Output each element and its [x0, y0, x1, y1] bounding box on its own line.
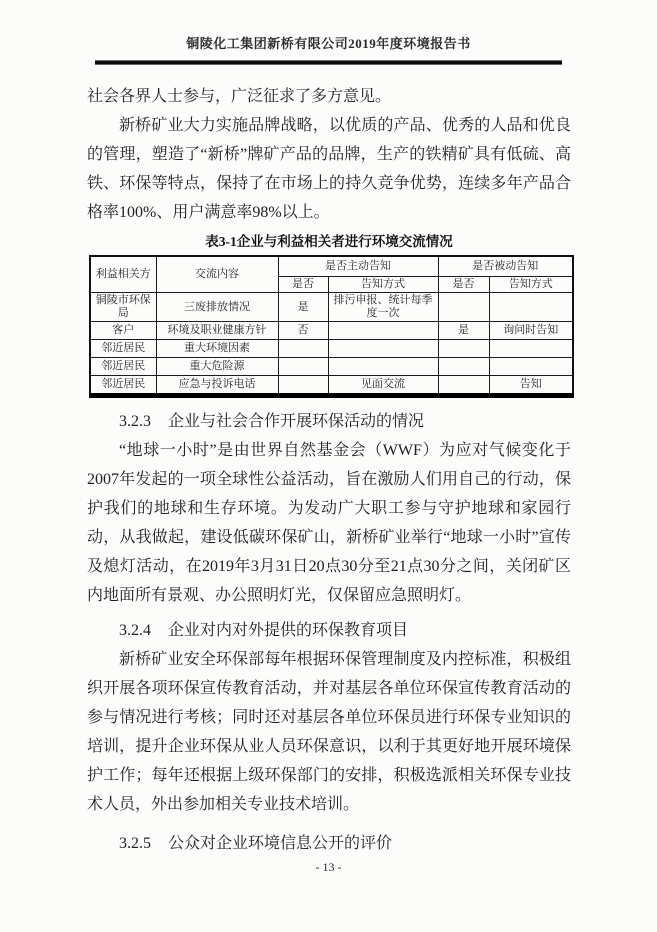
- table-cell: 否: [278, 322, 328, 340]
- page-number: - 13 -: [315, 860, 342, 874]
- header-content: 交流内容: [156, 256, 278, 293]
- table-cell: [328, 340, 438, 358]
- page-content: [0, 82, 657, 858]
- header-passive-group: 是否被动告知: [438, 256, 573, 277]
- table-row: [90, 322, 573, 340]
- section-title: 企业与社会合作开展环保活动的情况: [168, 413, 425, 430]
- table-cell: [489, 340, 573, 358]
- table-cell: 邻近居民: [90, 340, 156, 358]
- header-stakeholder: 利益相关方: [90, 256, 156, 293]
- table-cell: 询问时告知: [489, 322, 573, 340]
- stakeholder-communication-table: [89, 255, 574, 398]
- paragraph: “地球一小时”是由世界自然基金会（WWF）为应对气候变化于2007年发起的一项全球性公益活动，旨在激励人们用自己的行动，保护我们的地球和生存环境。为发动广大职工参与守护地球和家园行动，从我做起，建设低碳环保矿山，新桥矿业举行“地球一小时”宣传及熄灯活动，在2019年3月31日20点30分至21点30分之间，关闭矿区内地面所有景观、办公照明灯光，仅保留应急照明灯。: [87, 442, 571, 604]
- paragraph: 新桥矿业安全环保部每年根据环保管理制度及内控标准，积极组织开展各项环保宣传教育活动，并对基层各单位环保宣传教育活动的参与情况进行考核；同时还对基层各单位环保员进行环保专业知识的培训，提升企业环保从业人员环保意识，以利于其更好地开展环境保护工作；每年还根据上级环保部门的安排，积极选派相关环保专业技术人员，外出参加相关专业技术培训。: [87, 651, 571, 813]
- table-cell: 排污申报、统计每季度一次: [328, 293, 438, 322]
- table-row: [90, 358, 573, 376]
- table-header-row: [90, 256, 573, 277]
- table-cell: 邻近居民: [90, 376, 156, 396]
- table-cell: 环境及职业健康方针: [156, 322, 278, 340]
- table-cell: [278, 376, 328, 396]
- section-heading-3-2-5: [87, 829, 571, 858]
- table-cell: 重大环境因素: [156, 340, 278, 358]
- table-cell: 是: [438, 322, 489, 340]
- table-cell: 三废排放情况: [156, 293, 278, 322]
- header-passive-yesno: 是否: [438, 277, 489, 293]
- section-number: 3.2.4: [119, 622, 151, 639]
- table-cell: 是: [278, 293, 328, 322]
- table-cell: 应急与投诉电话: [156, 376, 278, 396]
- table-cell: [328, 322, 438, 340]
- table-cell: 重大危险源: [156, 358, 278, 376]
- section-heading-3-2-3: [87, 407, 571, 436]
- section-title: 企业对内对外提供的环保教育项目: [168, 622, 409, 639]
- section-number: 3.2.3: [119, 413, 151, 430]
- table-cell: [489, 293, 573, 322]
- table-cell: [438, 293, 489, 322]
- section-number: 3.2.5: [119, 835, 151, 852]
- table-cell: 见面交流: [328, 376, 438, 396]
- table-cell: [328, 358, 438, 376]
- table-cell: [438, 376, 489, 396]
- table-cell: 客户: [90, 322, 156, 340]
- table-cell: 告知: [489, 376, 573, 396]
- table-cell: 铜陵市环保局: [90, 293, 156, 322]
- table-row: [90, 376, 573, 396]
- table-row: [90, 340, 573, 358]
- table-cell: [438, 340, 489, 358]
- table-caption: 表3-1企业与利益相关者进行环境交流情况: [205, 234, 453, 249]
- table-row: [90, 293, 573, 322]
- header-rule: [95, 60, 562, 65]
- header-active-group: 是否主动告知: [278, 256, 438, 277]
- table-cell: [278, 358, 328, 376]
- table-cell: [489, 358, 573, 376]
- section-heading-3-2-4: [87, 616, 571, 645]
- document-title: 铜陵化工集团新桥有限公司2019年度环境报告书: [186, 36, 471, 51]
- table-cell: 邻近居民: [90, 358, 156, 376]
- header-active-method: 告知方式: [328, 277, 438, 293]
- paragraph: 新桥矿业大力实施品牌战略，以优质的产品、优秀的人品和优良的管理，塑造了“新桥”牌矿产品的品牌，生产的铁精矿具有低硫、高铁、环保等特点，保持了在市场上的持久竞争优势，连续多年产品合格率100%、用户满意率98%以上。: [87, 117, 571, 221]
- table-cell: [438, 358, 489, 376]
- section-title: 公众对企业环境信息公开的评价: [168, 835, 393, 852]
- page-header: [0, 0, 657, 65]
- paragraph: 社会各界人士参与，广泛征求了多方意见。: [87, 88, 392, 105]
- table-cell: [278, 340, 328, 358]
- header-passive-method: 告知方式: [489, 277, 573, 293]
- header-active-yesno: 是否: [278, 277, 328, 293]
